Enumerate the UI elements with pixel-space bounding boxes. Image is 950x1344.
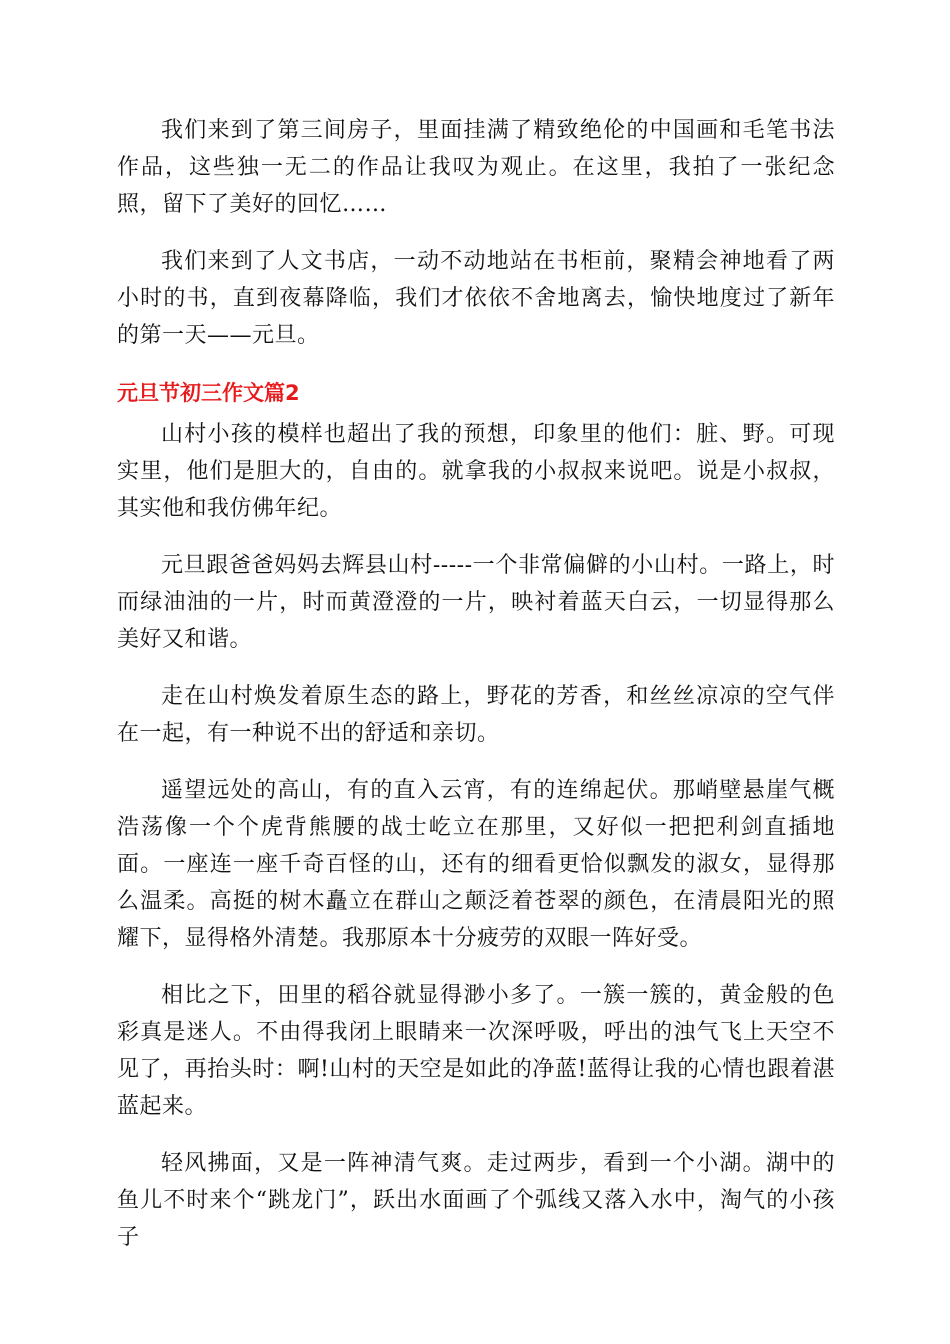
paragraph-village-road: 走在山村焕发着原生态的路上，野花的芳香，和丝丝凉凉的空气伴在一起，有一种说不出的舒适和亲切。 <box>117 684 835 746</box>
document-body <box>117 112 835 1276</box>
paragraph-third-room: 我们来到了第三间房子，里面挂满了精致绝伦的中国画和毛笔书法作品，这些独一无二的作品让我叹为观止。在这里，我拍了一张纪念照，留下了美好的回忆…… <box>117 118 835 217</box>
paragraph-mountains: 遥望远处的高山，有的直入云宵，有的连绵起伏。那峭壁悬崖气概浩荡像一个个虎背熊腰的战士屹立在那里，又好似一把把利剑直插地面。一座连一座千奇百怪的山，还有的细看更恰似飘发的淑女，显得那么温柔。高挺的树木矗立在群山之颠泛着苍翠的颜色，在清晨阳光的照耀下，显得格外清楚。我那原本十分疲劳的双眼一阵好受。 <box>117 778 835 951</box>
paragraph-rice-fields: 相比之下，田里的稻谷就显得渺小多了。一簇一簇的，黄金般的色彩真是迷人。不由得我闭上眼睛来一次深呼吸，呼出的浊气飞上天空不见了，再抬头时：啊!山村的天空是如此的净蓝!蓝得让我的心情也跟着湛蓝起来。 <box>117 983 835 1119</box>
section-heading: 元旦节初三作文篇2 <box>117 381 300 405</box>
paragraph-trip-to-village: 元旦跟爸爸妈妈去辉县山村-----一个非常偏僻的小山村。一路上，时而绿油油的一片，时而黄澄澄的一片，映衬着蓝天白云，一切显得那么美好又和谐。 <box>117 553 835 652</box>
paragraph-lake: 轻风拂面，又是一阵神清气爽。走过两步，看到一个小湖。湖中的鱼儿不时来个“跳龙门”，跃出水面画了个弧线又落入水中，淘气的小孩子 <box>117 1151 835 1250</box>
paragraph-bookstore: 我们来到了人文书店，一动不动地站在书柜前，聚精会神地看了两小时的书，直到夜幕降临，我们才依依不舍地离去，愉快地度过了新年的第一天——元旦。 <box>117 249 835 348</box>
paragraph-village-kids: 山村小孩的模样也超出了我的预想，印象里的他们：脏、野。可现实里，他们是胆大的，自由的。就拿我的小叔叔来说吧。说是小叔叔，其实他和我仿佛年纪。 <box>117 422 835 521</box>
